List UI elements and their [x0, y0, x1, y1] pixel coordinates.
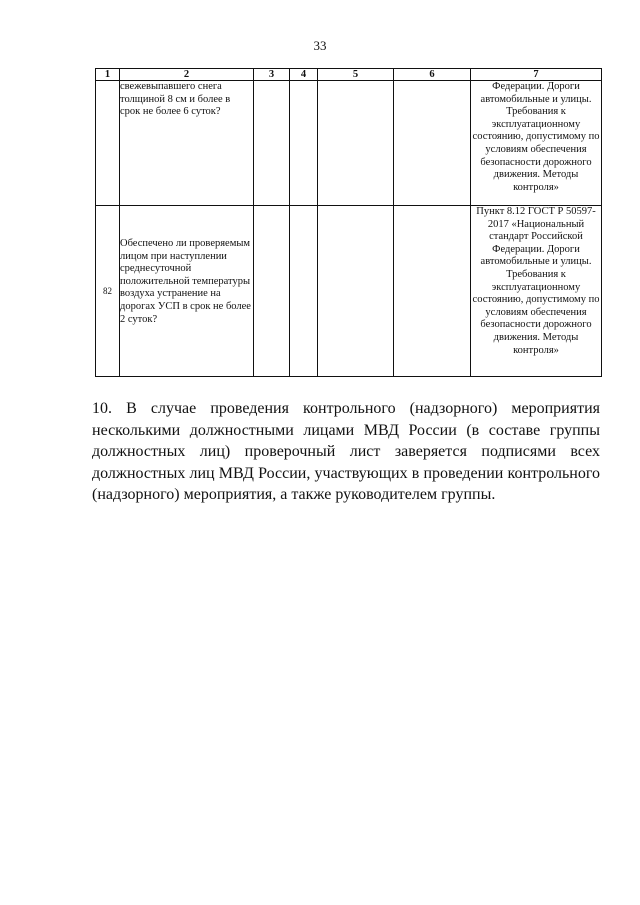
row-number	[96, 81, 120, 206]
answer-cell-no	[290, 206, 318, 377]
answer-cell-yes	[254, 206, 290, 377]
column-header: 2	[120, 69, 254, 81]
row-number: 82	[96, 206, 120, 377]
answer-cell-yes	[254, 81, 290, 206]
answer-cell-no	[290, 81, 318, 206]
comment-cell	[394, 81, 471, 206]
reference-cell: Пункт 8.12 ГОСТ Р 50597-2017 «Национальный стандарт Российской Федерации. Дороги автомобильные и улицы. Требования к эксплуатационному состоянию, допустимому по условиям обеспечения безопасности дорожного движения. Методы контроля»	[471, 206, 602, 377]
table-row	[96, 81, 602, 206]
question-cell	[120, 206, 254, 377]
checklist-table	[95, 68, 602, 377]
comment-cell	[394, 206, 471, 377]
reference-cell: Федерации. Дороги автомобильные и улицы. Требования к эксплуатационному состоянию, допустимому по условиям обеспечения безопасности дорожного движения. Методы контроля»	[471, 81, 602, 206]
column-header: 3	[254, 69, 290, 81]
answer-cell-not-applicable	[318, 206, 394, 377]
answer-cell-not-applicable	[318, 81, 394, 206]
column-header: 6	[394, 69, 471, 81]
paragraph-10: 10. В случае проведения контрольного (надзорного) мероприятия несколькими должностными лицами МВД России (в составе группы должностных лиц) проверочный лист заверяется подписями всех должностных лиц МВД России, участвующих в проведении контрольного (надзорного) мероприятия, а также руководителем группы.	[92, 400, 600, 503]
table-row	[96, 206, 602, 377]
column-header: 5	[318, 69, 394, 81]
table-header-row	[96, 69, 602, 81]
page-number: 33	[313, 38, 327, 53]
column-header: 4	[290, 69, 318, 81]
column-header: 7	[471, 69, 602, 81]
column-header: 1	[96, 69, 120, 81]
question-cell: свежевыпавшего снега толщиной 8 см и более в срок не более 6 суток?	[120, 81, 254, 206]
question-text: Обеспечено ли проверяемым лицом при наступлении среднесуточной положительной температуры воздуха устранение на дорогах УСП в срок не более 2 суток?	[120, 238, 251, 325]
